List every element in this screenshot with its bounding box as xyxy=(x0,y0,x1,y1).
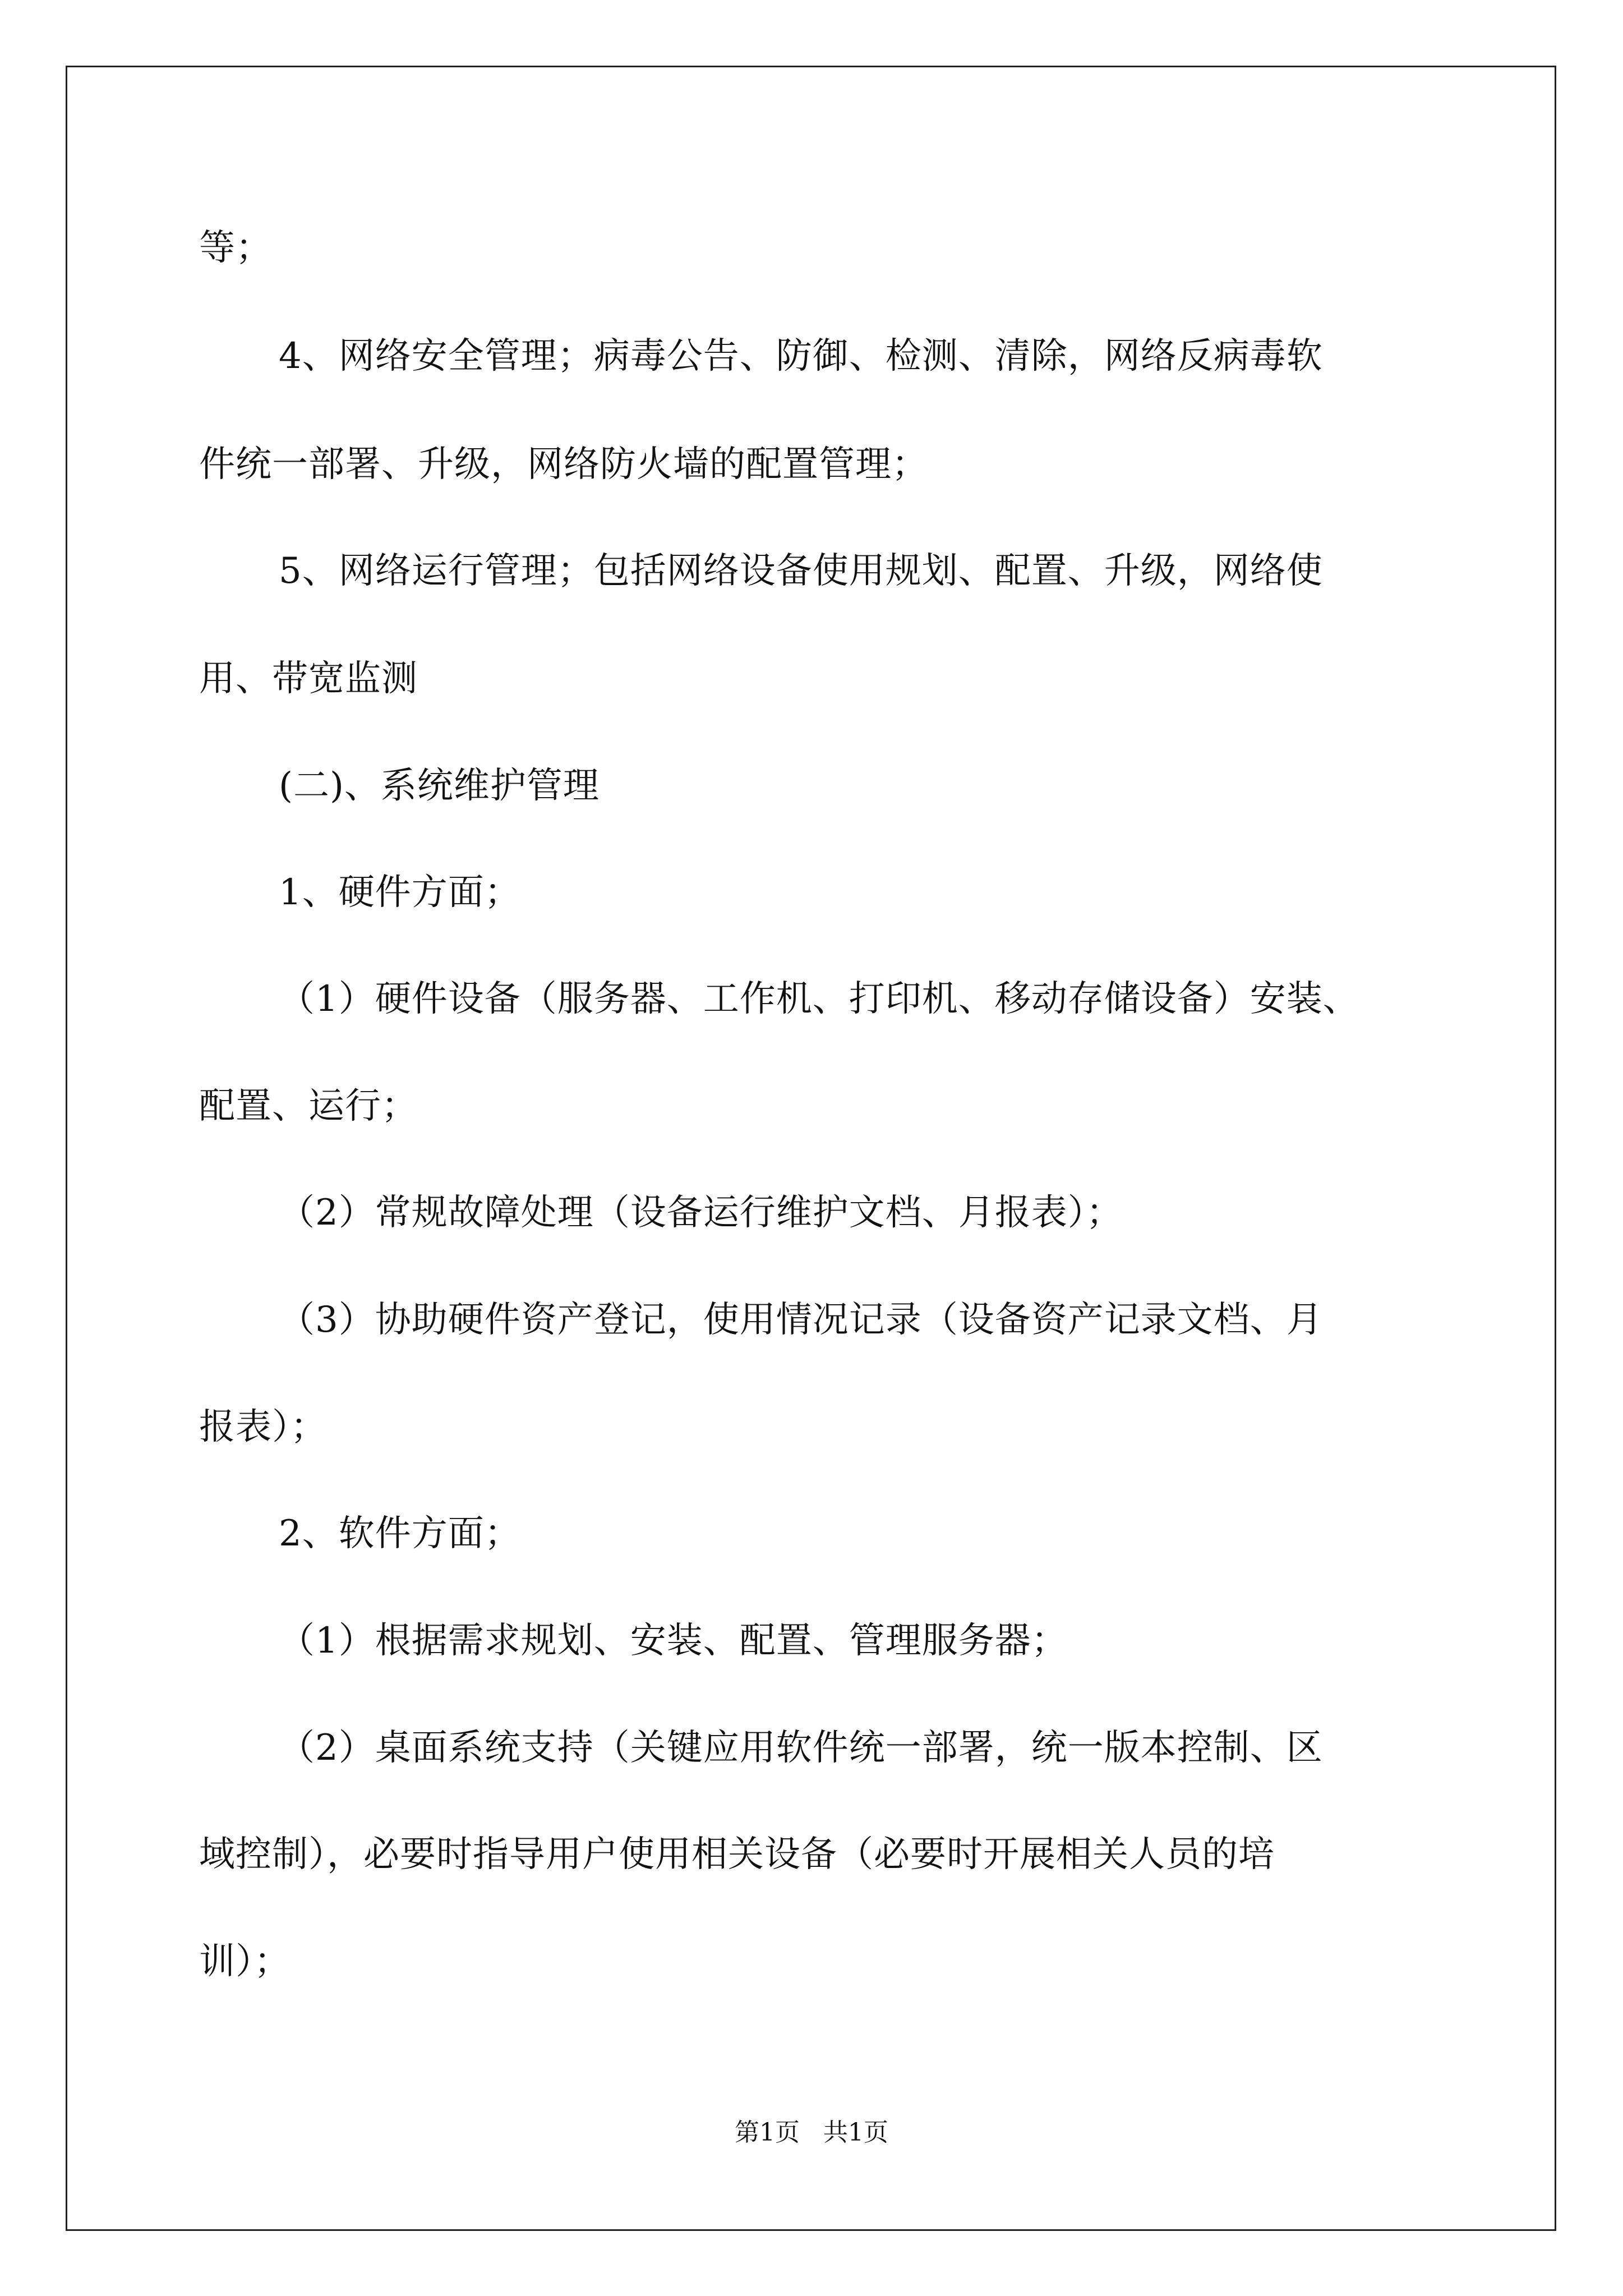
text-line: 等； xyxy=(199,227,272,269)
text-line: （2）桌面系统支持（关键应用软件统一部署，统一版本控制、区 xyxy=(279,1727,1323,1769)
subsection-heading: 2、软件方面； xyxy=(279,1513,521,1554)
page-number-footer: 第1页 共1页 xyxy=(735,2118,888,2147)
text-line: （1）根据需求规划、安装、配置、管理服务器； xyxy=(279,1620,1068,1662)
text-line: 域控制），必要时指导用户使用相关设备（必要时开展相关人员的培 xyxy=(199,1834,1275,1875)
section-heading: (二)、系统维护管理 xyxy=(279,765,600,807)
text-line: 件统一部署、升级，网络防火墙的配置管理； xyxy=(199,444,928,485)
subsection-heading: 1、硬件方面； xyxy=(279,872,521,913)
text-line: 配置、运行； xyxy=(199,1085,418,1127)
text-line: 5、网络运行管理；包括网络设备使用规划、配置、升级，网络使 xyxy=(279,550,1323,592)
text-line: 4、网络安全管理；病毒公告、防御、检测、清除，网络反病毒软 xyxy=(279,335,1323,377)
text-line: （1）硬件设备（服务器、工作机、打印机、移动存储设备）安装、 xyxy=(279,978,1359,1020)
page-border xyxy=(66,66,1556,2231)
text-line: 训）； xyxy=(199,1941,291,1982)
text-line: 报表）； xyxy=(199,1406,327,1448)
text-line: （2）常规故障处理（设备运行维护文档、月报表）； xyxy=(279,1192,1123,1234)
text-line: （3）协助硬件资产登记，使用情况记录（设备资产记录文档、月 xyxy=(279,1299,1323,1341)
text-line: 用、带宽监测 xyxy=(199,658,418,700)
